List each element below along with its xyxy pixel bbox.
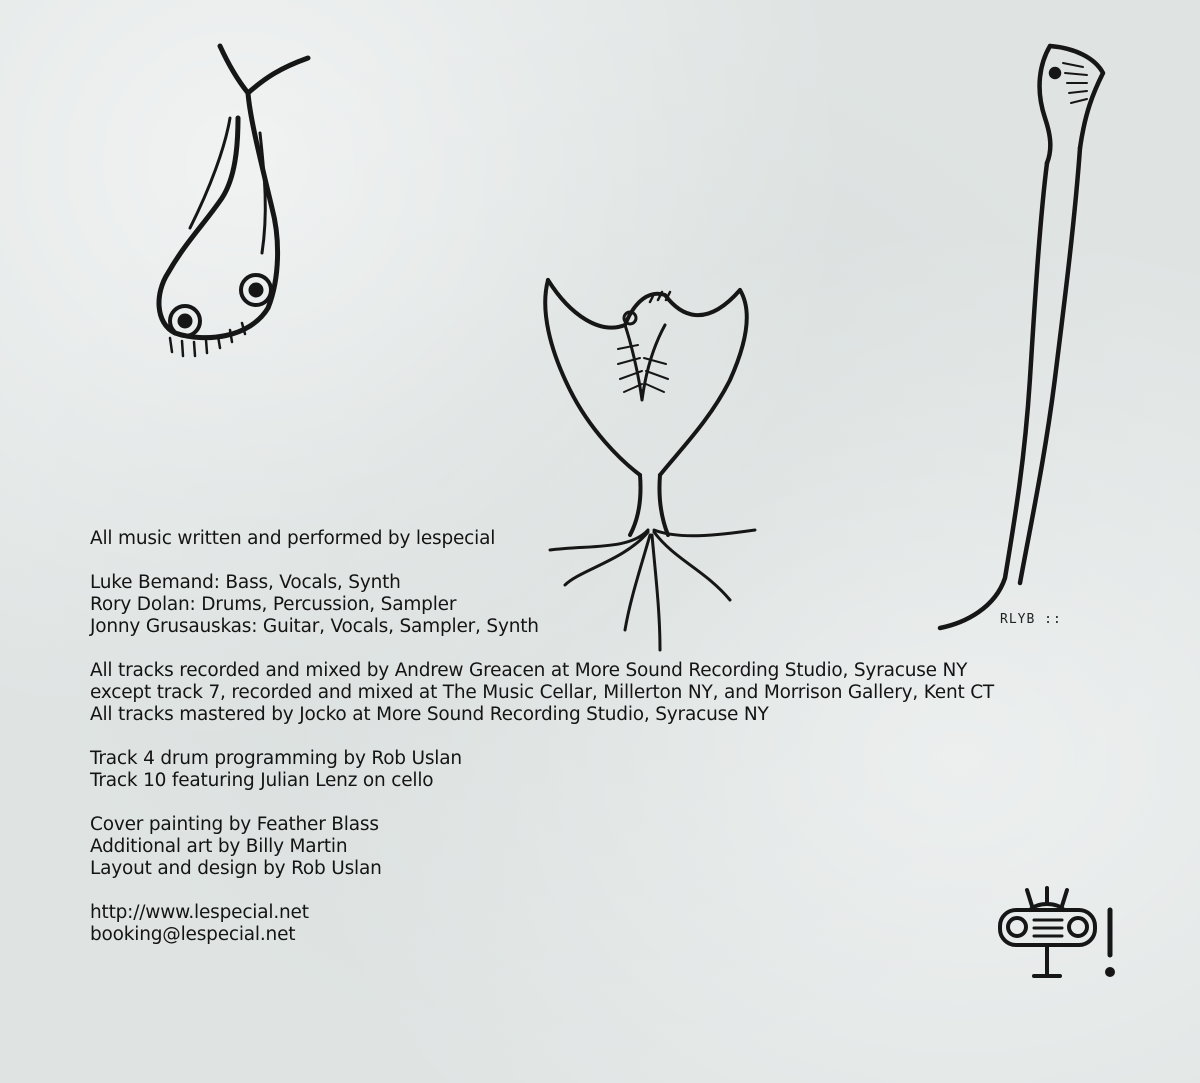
fish-creature-drawing [150,38,320,368]
written-by-line: All music written and performed by lespecial [90,528,496,549]
artist-signature: RLYB :: [1000,612,1062,627]
website-link[interactable]: http://www.lespecial.net [90,902,309,923]
recording-line: All tracks recorded and mixed by Andrew Greacen at More Sound Recording Studio, Syracuse NY [90,660,968,681]
recording-line: All tracks mastered by Jocko at More Sound Recording Studio, Syracuse NY [90,704,769,725]
booking-email-link[interactable]: booking@lespecial.net [90,924,296,945]
art-credit-line: Cover painting by Feather Blass [90,814,379,835]
member-line: Luke Bemand: Bass, Vocals, Synth [90,572,401,593]
guest-line: Track 4 drum programming by Rob Uslan [90,748,462,769]
guest-line: Track 10 featuring Julian Lenz on cello [90,770,434,791]
recording-line: except track 7, recorded and mixed at The Music Cellar, Millerton NY, and Morrison Gallery, Kent CT [90,682,995,703]
art-credit-line: Additional art by Billy Martin [90,836,348,857]
liner-notes [90,528,1090,946]
art-credit-line: Layout and design by Rob Uslan [90,858,382,879]
member-line: Rory Dolan: Drums, Percussion, Sampler [90,594,457,615]
member-line: Jonny Grusauskas: Guitar, Vocals, Sampler, Synth [90,616,539,637]
